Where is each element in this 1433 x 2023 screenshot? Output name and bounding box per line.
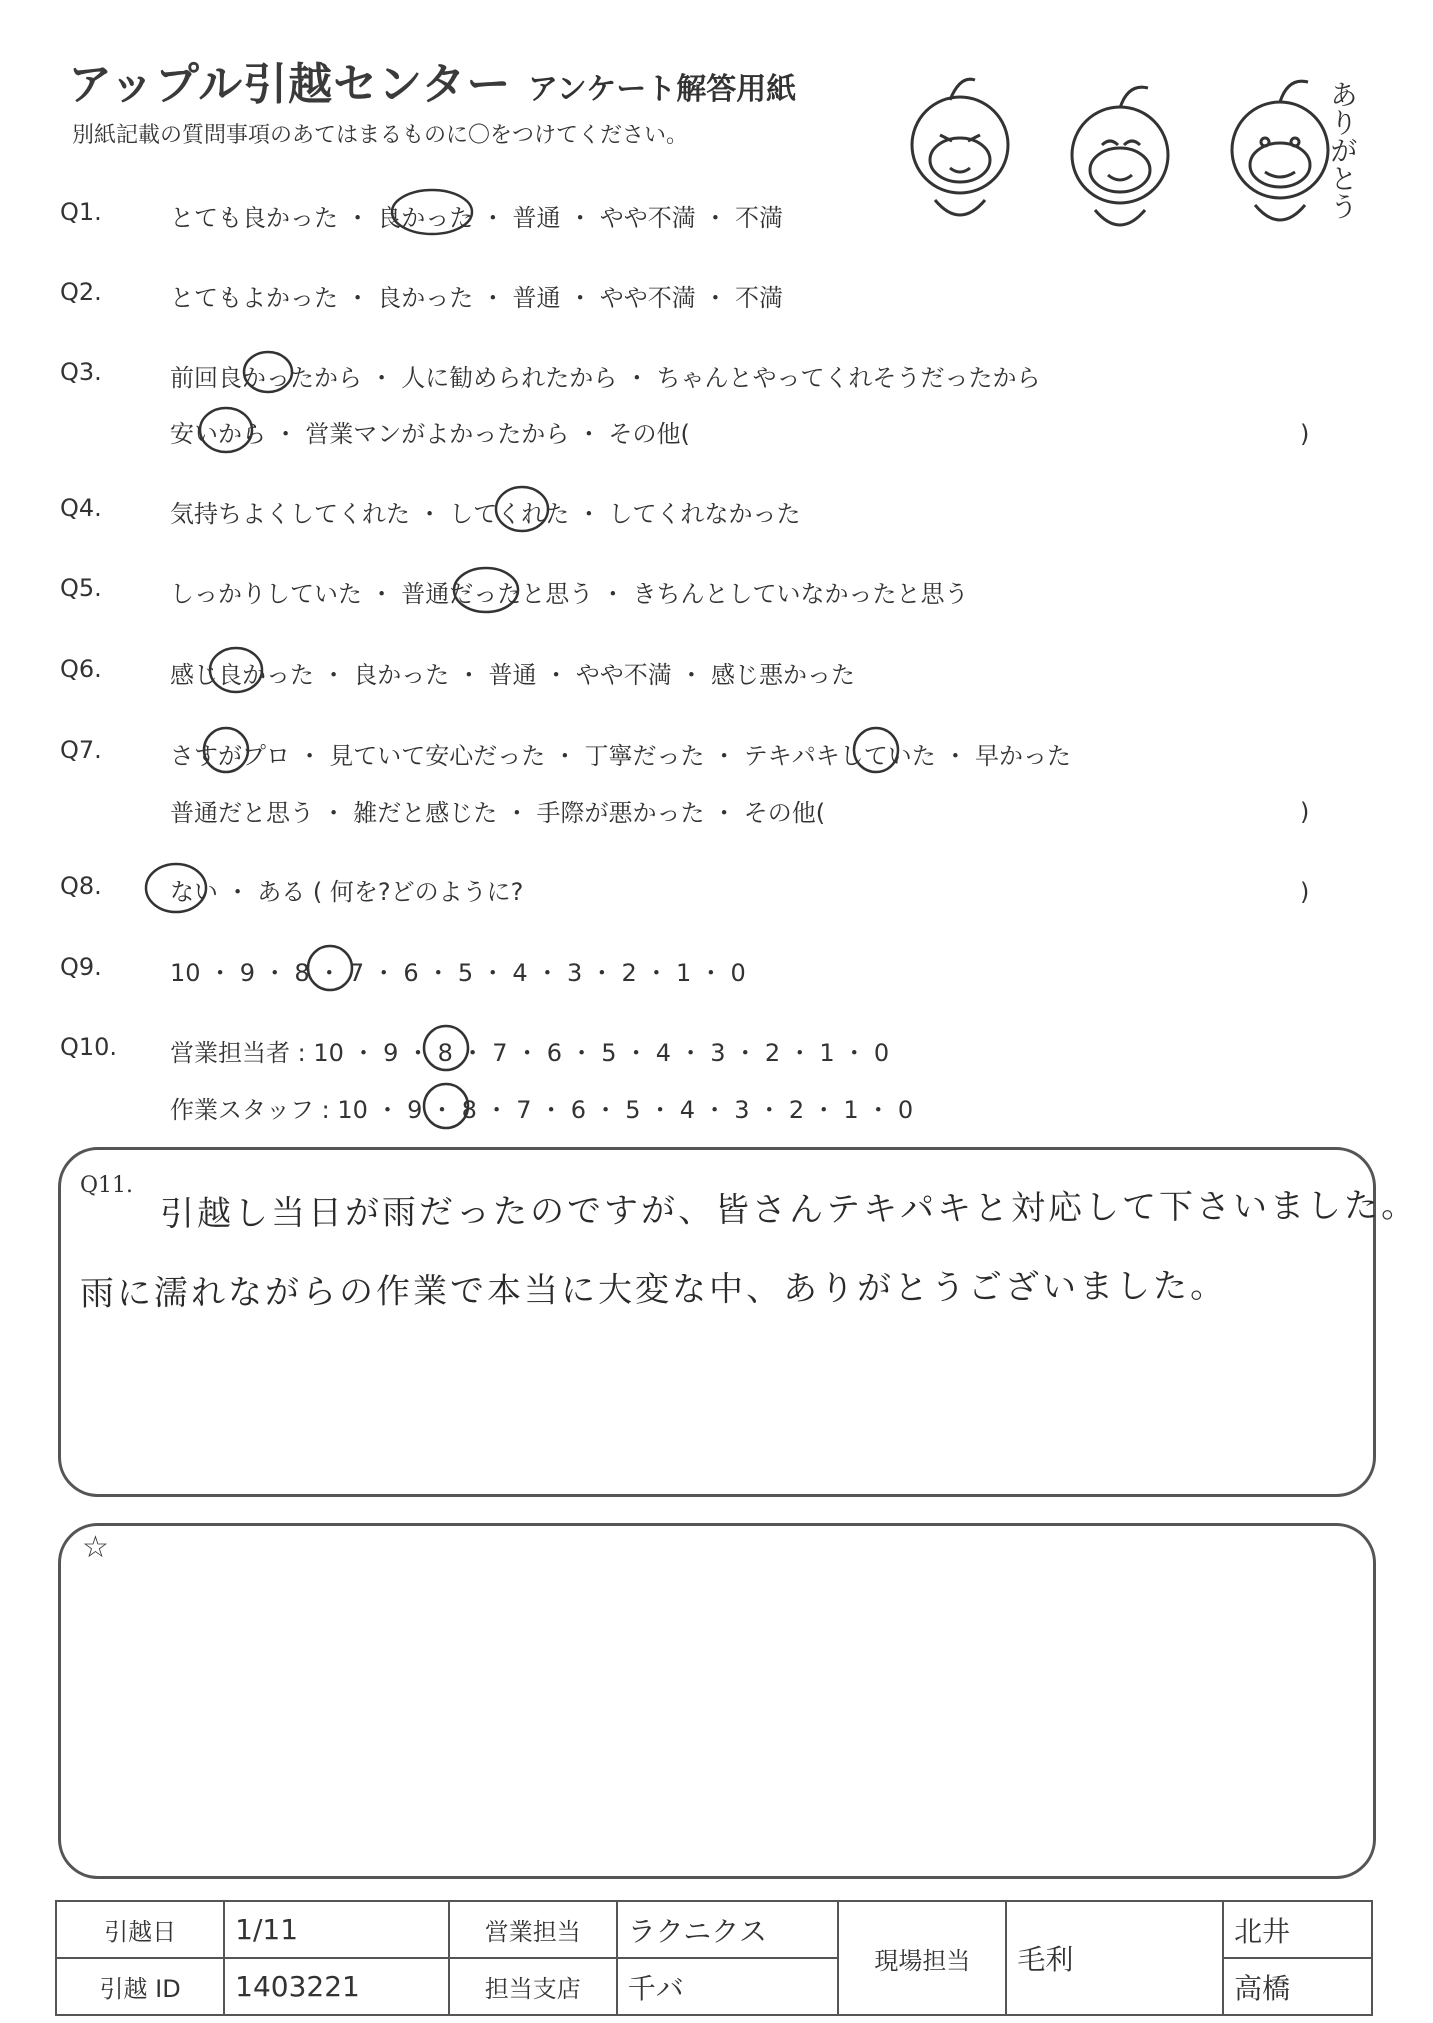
monkey-mascots-illustration [880,60,1360,250]
q7-options-line2: 普通だと思う ・ 雑だと感じた ・ 手際が悪かった ・ その他( [170,799,826,827]
move-date-label: 引越日 [56,1901,224,1958]
move-id-label: 引越 ID [56,1958,224,2015]
q9-label: Q9. [60,953,102,981]
site-lead-value: 毛利 [1006,1901,1223,2015]
sales-label: 営業担当 [449,1901,617,1958]
q11-handwriting-line2: 雨に濡れながらの作業で本当に大変な中、ありがとうございました。 [79,1265,1228,1315]
q6-label: Q6. [60,655,102,683]
q2-label: Q2. [60,278,102,306]
q3-options-line2: 安いから ・ 営業マンがよかったから ・ その他( [170,420,690,448]
q7-label: Q7. [60,736,102,764]
q10-sales-scale: 営業担当者 : 10 ・ 9 ・ 8 ・ 7 ・ 6 ・ 5 ・ 4 ・ 3 ・ 2 ・ 1 ・ 0 [170,1039,890,1067]
instruction-text: 別紙記載の質問事項のあてはまるものに〇をつけてください。 [72,123,689,148]
q1-label: Q1. [60,198,102,226]
q11-label: Q11. [80,1173,134,1198]
thanks-text: ありがとう [1326,80,1359,220]
q3-options-line1: 前回良かったから ・ 人に勧められたから ・ ちゃんとやってくれそうだったから [170,364,1041,392]
q3-paren-close: ) [1300,420,1310,448]
q4-label: Q4. [60,494,102,522]
q6-options: 感じ良かった ・ 良かった ・ 普通 ・ やや不満 ・ 感じ悪かった [170,661,856,689]
staff2-value: 高橋 [1223,1958,1372,2015]
footer-table [55,1900,1373,2016]
form-subtitle: アンケート解答用紙 [528,72,797,107]
star-label: ☆ [82,1530,109,1565]
q5-options: しっかりしていた ・ 普通だったと思う ・ きちんとしていなかったと思う [170,580,969,608]
q9-scale: 10 ・ 9 ・ 8 ・ 7 ・ 6 ・ 5 ・ 4 ・ 3 ・ 2 ・ 1 ・ 0 [170,959,746,987]
branch-label: 担当支店 [449,1958,617,2015]
q8-paren-close: ) [1300,878,1310,906]
site-label: 現場担当 [838,1901,1006,2015]
q1-options: とても良かった ・ 良かった ・ 普通 ・ やや不満 ・ 不満 [170,204,784,232]
q7-options-line1: さすがプロ ・ 見ていて安心だった ・ 丁寧だった ・ テキパキしていた ・ 早かった [170,742,1072,770]
branch-value: 千バ [617,1958,839,2015]
staff1-value: 北井 [1223,1901,1372,1958]
sales-value: ラクニクス [617,1901,839,1958]
move-id-value: 1403221 [224,1958,449,2015]
q10-staff-scale: 作業スタッフ : 10 ・ 9 ・ 8 ・ 7 ・ 6 ・ 5 ・ 4 ・ 3 ・ 2 ・ 1 ・ 0 [170,1096,914,1124]
q8-options: ない ・ ある ( 何を?どのように? [170,878,524,906]
q5-label: Q5. [60,574,102,602]
q11-handwriting-line1: 引越し当日が雨だったのですが、皆さんテキパキと対応して下さいました。 [159,1185,1419,1235]
q4-options: 気持ちよくしてくれた ・ してくれた ・ してくれなかった [170,500,801,528]
q2-options: とてもよかった ・ 良かった ・ 普通 ・ やや不満 ・ 不満 [170,284,784,312]
q8-label: Q8. [60,872,102,900]
brand-title: アップル引越センター [68,59,512,110]
star-comment-box [58,1523,1376,1879]
q10-label: Q10. [60,1033,118,1061]
q7-paren-close: ) [1300,798,1310,826]
q3-label: Q3. [60,358,102,386]
move-date-value: 1/11 [224,1901,449,1958]
